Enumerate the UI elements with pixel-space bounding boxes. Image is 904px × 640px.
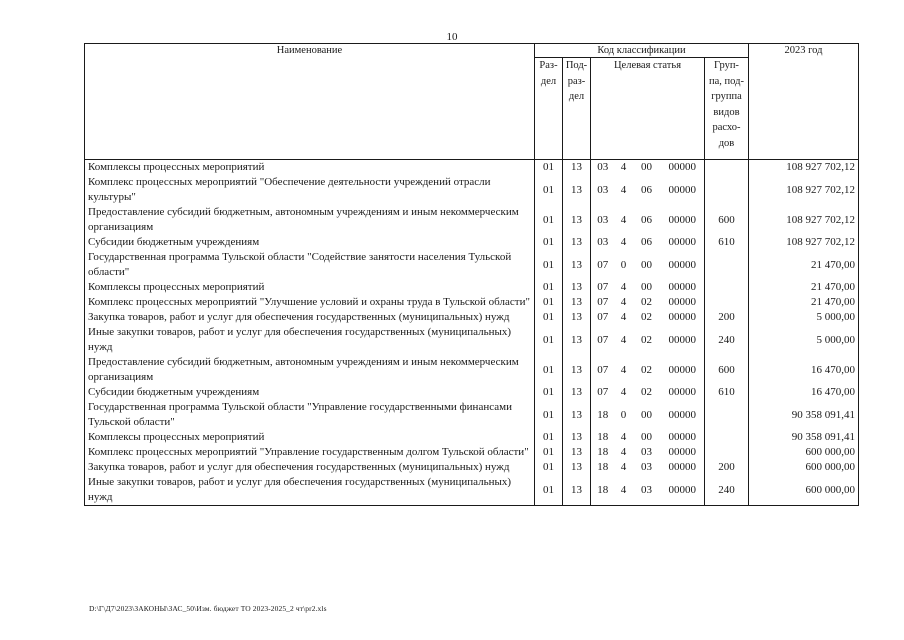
row-target-subprogram: 02: [641, 363, 652, 376]
row-target-subprogram: 00: [641, 258, 652, 271]
row-target-program: 07: [591, 310, 615, 325]
row-section: 01: [535, 205, 563, 235]
row-expense-group: [705, 160, 749, 176]
row-name: Комплекс процессных мероприятий "Управление государственным долгом Тульской области": [85, 445, 535, 460]
row-section: 01: [535, 325, 563, 355]
row-target-program: 03: [591, 175, 615, 205]
row-expense-group: 200: [705, 310, 749, 325]
row-section: 01: [535, 385, 563, 400]
row-section: 01: [535, 460, 563, 475]
row-section: 01: [535, 400, 563, 430]
row-target-type: 4: [620, 213, 627, 226]
table-row: [85, 310, 859, 325]
row-target-direction: 00000: [661, 160, 705, 176]
table-row: [85, 475, 859, 506]
row-section: 01: [535, 295, 563, 310]
row-subsection: 13: [563, 280, 591, 295]
table-row: [85, 460, 859, 475]
row-amount: 600 000,00: [749, 445, 859, 460]
row-name: Комплекс процессных мероприятий "Обеспечение деятельности учреждений отрасли культуры": [85, 175, 535, 205]
row-subsection: 13: [563, 160, 591, 176]
row-target-subprogram: 03: [633, 475, 661, 506]
row-target-type: 0: [620, 408, 627, 421]
row-section: 01: [535, 355, 563, 385]
table-body: [85, 160, 859, 506]
row-target-type: 4: [620, 161, 627, 173]
row-name: Государственная программа Тульской области "Содействие занятости населения Тульской области": [85, 250, 535, 280]
row-target-subprogram: 03: [641, 446, 652, 458]
row-expense-group: [705, 175, 749, 205]
row-name: Закупка товаров, работ и услуг для обеспечения государственных (муниципальных) нужд: [85, 310, 535, 325]
row-target-subprogram: 06: [641, 236, 652, 248]
row-name: Предоставление субсидий бюджетным, автономным учреждениям и иным некоммерческим организациям: [85, 205, 535, 235]
row-target-subprogram: 02: [641, 333, 652, 346]
row-target-type: 4: [620, 461, 627, 473]
row-amount: 600 000,00: [749, 475, 859, 506]
row-target-direction: 00000: [661, 385, 705, 400]
row-target-direction: 00000: [661, 325, 705, 355]
row-expense-group: 240: [705, 325, 749, 355]
row-target-type: 4: [620, 386, 627, 398]
row-amount: 108 927 702,12: [749, 235, 859, 250]
table-row: [85, 430, 859, 445]
row-subsection: 13: [563, 430, 591, 445]
row-target-program: 18: [591, 460, 615, 475]
row-subsection: 13: [563, 295, 591, 310]
row-subsection: 13: [563, 325, 591, 355]
table-row: [85, 385, 859, 400]
row-name: Предоставление субсидий бюджетным, автономным учреждениям и иным некоммерческим организациям: [85, 355, 535, 385]
row-expense-group: [705, 445, 749, 460]
table-row: [85, 325, 859, 355]
row-section: 01: [535, 175, 563, 205]
row-target-program: 03: [591, 205, 615, 235]
row-expense-group: 600: [705, 355, 749, 385]
row-target-program: 03: [591, 235, 615, 250]
row-target-program: 07: [591, 280, 615, 295]
row-subsection: 13: [563, 460, 591, 475]
row-name: Иные закупки товаров, работ и услуг для обеспечения государственных (муниципальных) нужд: [85, 475, 535, 506]
row-target-program: 07: [591, 355, 615, 385]
row-expense-group: 200: [705, 460, 749, 475]
budget-table: [84, 43, 859, 506]
table-row: [85, 400, 859, 430]
row-amount: 16 470,00: [749, 385, 859, 400]
row-amount: 90 358 091,41: [749, 400, 859, 430]
header-subsection: Под- раз- дел: [563, 58, 591, 160]
row-amount: 108 927 702,12: [749, 205, 859, 235]
row-target-type: 4: [620, 183, 627, 196]
row-amount: 90 358 091,41: [749, 430, 859, 445]
row-subsection: 13: [563, 175, 591, 205]
row-target-direction: 00000: [661, 400, 705, 430]
row-subsection: 13: [563, 205, 591, 235]
row-target-program: 07: [591, 385, 615, 400]
row-name: Закупка товаров, работ и услуг для обеспечения государственных (муниципальных) нужд: [85, 460, 535, 475]
row-target-direction: 00000: [661, 355, 705, 385]
row-target-direction: 00000: [661, 280, 705, 295]
row-amount: 5 000,00: [749, 325, 859, 355]
row-expense-group: 610: [705, 385, 749, 400]
row-subsection: 13: [563, 310, 591, 325]
row-target-direction: 00000: [661, 205, 705, 235]
header-section: Раз- дел: [535, 58, 563, 160]
table-row: [85, 235, 859, 250]
row-target-direction: 00000: [661, 250, 705, 280]
row-target-subprogram: 02: [641, 386, 652, 398]
header-classification-code: Код классификации: [535, 44, 749, 58]
row-name: Комплексы процессных мероприятий: [85, 430, 535, 445]
table-row: [85, 355, 859, 385]
row-target-direction: 00000: [661, 235, 705, 250]
row-target-direction: 00000: [661, 430, 705, 445]
row-section: 01: [535, 235, 563, 250]
row-expense-group: [705, 250, 749, 280]
row-target-program: 18: [591, 400, 615, 430]
row-amount: 600 000,00: [749, 460, 859, 475]
table-row: [85, 295, 859, 310]
row-target-program: 03: [591, 160, 615, 176]
row-target-type: 4: [620, 446, 627, 458]
row-expense-group: 240: [705, 475, 749, 506]
row-expense-group: [705, 400, 749, 430]
table-row: [85, 205, 859, 235]
row-target-type: 4: [620, 431, 627, 443]
row-name: Иные закупки товаров, работ и услуг для обеспечения государственных (муниципальных) нужд: [85, 325, 535, 355]
row-section: 01: [535, 160, 563, 176]
row-subsection: 13: [563, 400, 591, 430]
row-expense-group: [705, 295, 749, 310]
row-amount: 21 470,00: [749, 280, 859, 295]
row-section: 01: [535, 430, 563, 445]
header-target-item: Целевая статья: [591, 58, 705, 160]
row-target-direction: 00000: [661, 295, 705, 310]
page-number: 10: [446, 31, 458, 43]
row-target-type: 4: [620, 363, 627, 376]
row-section: 01: [535, 280, 563, 295]
row-target-direction: 00000: [661, 310, 705, 325]
row-amount: 16 470,00: [749, 355, 859, 385]
row-target-subprogram: 06: [641, 213, 652, 226]
row-section: 01: [535, 445, 563, 460]
row-name: Субсидии бюджетным учреждениям: [85, 385, 535, 400]
row-name: Комплексы процессных мероприятий: [85, 160, 535, 176]
row-target-subprogram: 02: [641, 311, 652, 323]
row-section: 01: [535, 475, 563, 506]
row-target-program: 18: [591, 445, 615, 460]
row-target-subprogram: 02: [641, 296, 652, 308]
row-amount: 21 470,00: [749, 295, 859, 310]
table-row: [85, 160, 859, 176]
table-row: [85, 280, 859, 295]
file-path: D:\Г\Д7\2023\ЗАКОНЫ\ЗАС_50\Изм. бюджет ТО 2023-2025_2 чт\pr2.xls: [89, 604, 327, 613]
row-target-direction: 00000: [661, 445, 705, 460]
row-subsection: 13: [563, 235, 591, 250]
row-target-subprogram: 06: [641, 183, 652, 196]
row-target-subprogram: 00: [641, 281, 652, 293]
row-subsection: 13: [563, 475, 591, 506]
row-target-type: 4: [620, 333, 627, 346]
row-subsection: 13: [563, 385, 591, 400]
row-target-program: 07: [591, 295, 615, 310]
row-target-direction: 00000: [661, 475, 705, 506]
row-target-type: 4: [620, 281, 627, 293]
row-target-direction: 00000: [661, 460, 705, 475]
header-name: Наименование: [85, 44, 535, 160]
row-name: Комплексы процессных мероприятий: [85, 280, 535, 295]
row-target-subprogram: 00: [641, 161, 652, 173]
table-header: [85, 44, 859, 160]
row-subsection: 13: [563, 250, 591, 280]
row-amount: 108 927 702,12: [749, 175, 859, 205]
row-section: 01: [535, 310, 563, 325]
row-target-type: 4: [615, 475, 633, 506]
row-target-type: 0: [620, 258, 627, 271]
row-section: 01: [535, 250, 563, 280]
row-amount: 5 000,00: [749, 310, 859, 325]
table-row: [85, 250, 859, 280]
row-target-subprogram: 00: [641, 408, 652, 421]
header-expense-group: Груп- па, под- группа видов расхо- дов: [705, 58, 749, 160]
row-name: Комплекс процессных мероприятий "Улучшение условий и охраны труда в Тульской области": [85, 295, 535, 310]
row-target-direction: 00000: [661, 175, 705, 205]
row-target-program: 18: [591, 430, 615, 445]
header-year: 2023 год: [749, 44, 859, 160]
row-subsection: 13: [563, 355, 591, 385]
row-expense-group: [705, 430, 749, 445]
row-name: Субсидии бюджетным учреждениям: [85, 235, 535, 250]
row-target-subprogram: 03: [641, 461, 652, 473]
row-amount: 21 470,00: [749, 250, 859, 280]
row-subsection: 13: [563, 445, 591, 460]
row-expense-group: 600: [705, 205, 749, 235]
table-row: [85, 445, 859, 460]
row-target-type: 4: [620, 311, 627, 323]
row-amount: 108 927 702,12: [749, 160, 859, 176]
row-target-subprogram: 00: [641, 431, 652, 443]
row-target-program: 07: [591, 250, 615, 280]
row-target-program: 18: [591, 475, 615, 506]
table-row: [85, 175, 859, 205]
row-expense-group: [705, 280, 749, 295]
row-expense-group: 610: [705, 235, 749, 250]
row-target-type: 4: [620, 296, 627, 308]
row-target-type: 4: [620, 236, 627, 248]
row-target-program: 07: [591, 325, 615, 355]
row-name: Государственная программа Тульской области "Управление государственными финансами Тульской области": [85, 400, 535, 430]
